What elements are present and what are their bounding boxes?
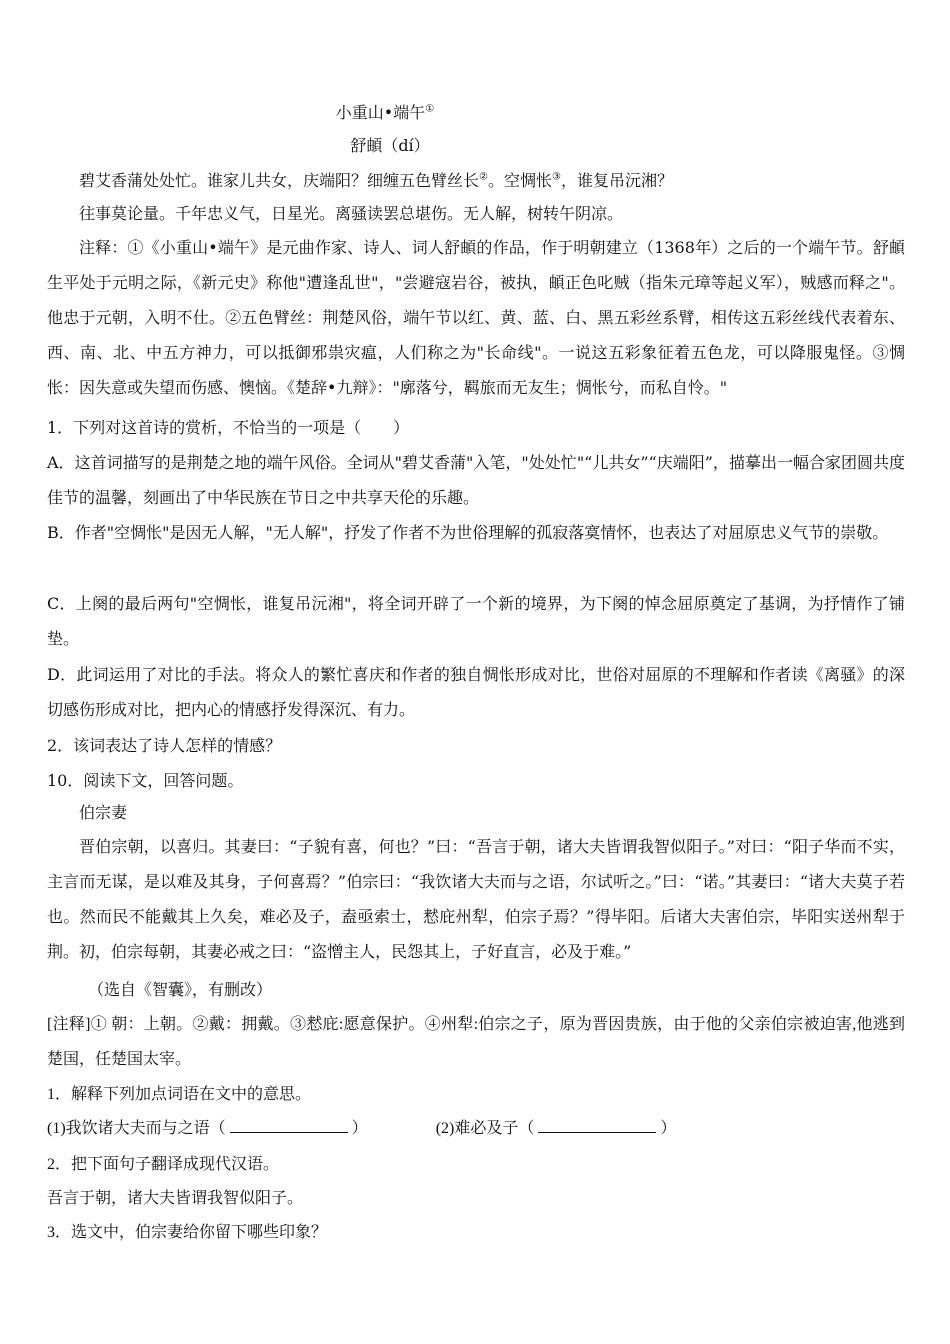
poem-text: ，谁复吊沅湘？ xyxy=(560,171,673,190)
passage-text: 晋伯宗朝，以喜归。其妻曰：“子貌有喜，何也？”曰：“吾言于朝，诸大夫皆谓我智似阳子。”对曰：“阳子华而不实，主言而无谋，是以难及其身，子何喜焉？”伯宗曰：“我饮诸大夫而与之语，尔试听之。”曰：“诺。”其妻曰：“诸大夫莫子若也。然而民不能戴其上久矣，难必及子，盍亟索士，慭庇州犁，伯宗子焉？”得毕阳。后诸大夫害伯宗，毕阳实送州犁于荆。初，伯宗每朝，其妻必戒之曰：“盗憎主人，民怨其上，子好直言，必及于难。” xyxy=(47,837,905,961)
sub-question-2: 2．把下面句子翻译成现代汉语。 xyxy=(47,1156,280,1173)
poem-text: 。空惆怅 xyxy=(487,171,552,190)
option-a: A．这首词描写的是荆楚之地的端午风俗。全词从"碧艾香蒲"入笔，"处处忙"“儿共女”“庆端阳”，描摹出一幅合家团圆共度佳节的温馨，刻画出了中华民族在节日之中共享天伦的乐趣。 xyxy=(47,453,905,507)
footnote-marker: ① xyxy=(425,103,435,115)
question-10-stem: 10．阅读下文，回答问题。 xyxy=(47,771,244,790)
poem-text: 碧艾香蒲处处忙。谁家儿共女，庆端阳？细缠五色臂丝长 xyxy=(79,171,480,190)
poem-line-1 xyxy=(47,163,905,198)
sub-question-1: 1．解释下列加点词语在文中的意思。 xyxy=(47,1086,312,1103)
close-paren: ） xyxy=(660,1120,677,1137)
sub-question-1-items xyxy=(47,1111,905,1146)
item-2-label: (2)难必及子（ xyxy=(435,1120,535,1137)
question-1-stem: 1．下列对这首诗的赏析，不恰当的一项是（ ） xyxy=(47,418,410,437)
option-c: C．上阕的最后两句"空惆怅，谁复吊沅湘"，将全词开辟了一个新的境界，为下阕的悼念屈原奠定了基调，为抒情作了铺垫。 xyxy=(47,594,905,648)
footnote-marker: ③ xyxy=(552,171,561,183)
question-2: 2．该词表达了诗人怎样的情感？ xyxy=(47,736,282,755)
passage-notes: [注释]① 朝：上朝。②戴：拥戴。③慭庇:愿意保护。④州犁:伯宗之子，原为晋因贵族，由于他的父亲伯宗被迫害,他逃到楚国，任楚国太宰。 xyxy=(47,1016,905,1068)
item-1-label: (1)我饮诸大夫而与之语（ xyxy=(47,1120,226,1137)
option-d: D．此词运用了对比的手法。将众人的繁忙喜庆和作者的独自惆怅形成对比，世俗对屈原的不理解和作者读《离骚》的深切感伤形成对比，把内心的情感抒发得深沉、有力。 xyxy=(47,665,905,719)
poem-annotation: 注释：①《小重山•端午》是元曲作家、诗人、词人舒頔的作品，作于明朝建立（1368年）之后的一个端午节。舒頔生平处于元明之际，《新元史》称他"遭逢乱世"，"尝避寇岩谷，被执，頔正色叱贼（指朱元璋等起义军），贼感而释之"。他忠于元朝，入明不仕。②五色臂丝：荆楚风俗，端午节以红、黄、蓝、白、黑五彩丝系臂，相传这五彩丝线代表着东、西、南、北、中五方神力，可以抵御邪祟灾瘟，人们称之为"长命线"。一说这五彩象征着五色龙，可以降服鬼怪。③惆怅：因失意或失望而伤感、懊恼。《楚辞•九辩》："廓落兮，羁旅而无友生；惆怅兮，而私自怜。" xyxy=(47,238,905,397)
option-b: B．作者"空惆怅"是因无人解，"无人解"，抒发了作者不为世俗理解的孤寂落寞情怀，也表达了对屈原忠义气节的崇敬。 xyxy=(47,523,889,542)
answer-blank-2[interactable] xyxy=(538,1118,656,1133)
sub-question-3: 3．选文中，伯宗妻给你留下哪些印象？ xyxy=(47,1224,328,1241)
passage-source: （选自《智囊》，有删改） xyxy=(88,980,273,999)
poem-author: 舒頔（dí） xyxy=(350,136,430,155)
poem-title xyxy=(0,95,770,130)
close-paren: ） xyxy=(351,1120,368,1137)
footnote-marker: ② xyxy=(479,171,488,183)
poem-line-2: 往事莫论量。千年忠义气，日星光。离骚读罢总堪伤。无人解，树转午阴凉。 xyxy=(79,204,624,223)
sub-question-2-sentence: 吾言于朝，诸大夫皆谓我智似阳子。 xyxy=(47,1190,304,1207)
poem-title-text: 小重山•端午 xyxy=(335,103,426,122)
passage-title: 伯宗妻 xyxy=(79,803,128,822)
answer-blank-1[interactable] xyxy=(230,1118,348,1133)
